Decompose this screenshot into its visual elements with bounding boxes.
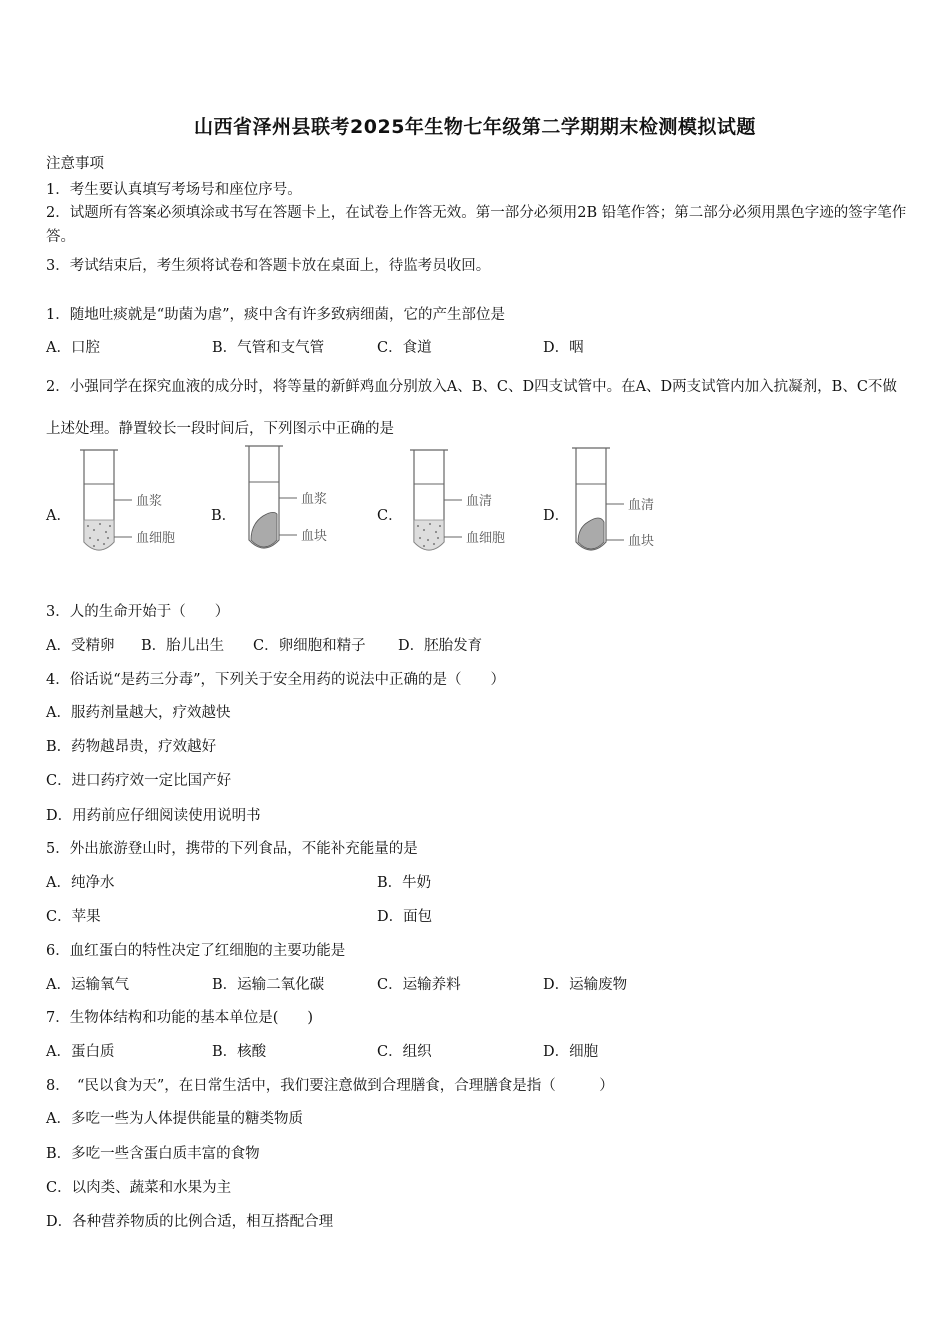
page-title: 山西省泽州县联考2025年生物七年级第二学期期末检测模拟试题 xyxy=(194,116,756,138)
test-tube-figure-d xyxy=(564,442,689,564)
option[interactable]: D．各种营养物质的比例合适，相互搭配合理 xyxy=(46,1214,334,1230)
option[interactable]: D．咽 xyxy=(543,340,584,356)
lower-layer-label: 血块 xyxy=(628,534,655,549)
question-stem: 1．随地吐痰就是“助菌为虐”，痰中含有许多致病细菌，它的产生部位是 xyxy=(46,307,506,323)
option[interactable]: D．细胞 xyxy=(543,1044,599,1060)
question-stem: 5．外出旅游登山时，携带的下列食品，不能补充能量的是 xyxy=(46,841,418,857)
test-tube-figure-b xyxy=(237,440,362,564)
option[interactable]: A．蛋白质 xyxy=(46,1044,115,1060)
option[interactable]: D．胚胎发育 xyxy=(398,638,483,654)
notice-heading: 注意事项 xyxy=(46,156,104,172)
option[interactable]: D．用药前应仔细阅读使用说明书 xyxy=(46,808,261,824)
option[interactable]: C．运输养料 xyxy=(377,977,461,993)
notice-item: 3．考试结束后，考生须将试卷和答题卡放在桌面上，待监考员收回。 xyxy=(46,258,491,274)
lower-layer-label: 血块 xyxy=(301,529,328,544)
option[interactable]: B．核酸 xyxy=(212,1044,267,1060)
question-stem: 2．小强同学在探究血液的成分时，将等量的新鲜鸡血分别放入A、B、C、D四支试管中。在A、D两支试管内加入抗凝剂，B、C不做上述处理。静置较长一段时间后，下列图示中正确的是 xyxy=(46,379,897,437)
lower-layer-label: 血细胞 xyxy=(466,531,506,546)
question-stem: 4．俗话说“是药三分毒”，下列关于安全用药的说法中正确的是（ ） xyxy=(46,672,506,688)
option[interactable]: C．食道 xyxy=(377,340,432,356)
option[interactable]: C．卵细胞和精子 xyxy=(253,638,366,654)
option[interactable]: B．气管和支气管 xyxy=(212,340,325,356)
test-tube-figure-a xyxy=(72,444,197,564)
option[interactable]: A．纯净水 xyxy=(46,875,115,891)
option[interactable]: C．苹果 xyxy=(46,909,101,925)
notice-item: 1．考生要认真填写考场号和座位序号。 xyxy=(46,182,302,198)
question-stem: 3．人的生命开始于（ ） xyxy=(46,604,230,620)
figure-option-letter[interactable]: A． xyxy=(46,508,71,524)
question-stem: 8． “民以食为天”，在日常生活中，我们要注意做到合理膳食，合理膳食是指（ ） xyxy=(46,1078,614,1094)
option[interactable]: B．运输二氧化碳 xyxy=(212,977,325,993)
question-stem: 6．血红蛋白的特性决定了红细胞的主要功能是 xyxy=(46,943,346,959)
option[interactable]: D．运输废物 xyxy=(543,977,628,993)
option[interactable]: C．进口药疗效一定比国产好 xyxy=(46,773,232,789)
option[interactable]: B．多吃一些含蛋白质丰富的食物 xyxy=(46,1146,260,1162)
option[interactable]: A．口腔 xyxy=(46,340,100,356)
upper-layer-label: 血清 xyxy=(466,494,493,509)
question-stem: 7．生物体结构和功能的基本单位是( ) xyxy=(46,1010,314,1026)
figure-option-letter[interactable]: B． xyxy=(211,508,237,524)
option[interactable]: A．多吃一些为人体提供能量的糖类物质 xyxy=(46,1111,303,1127)
option[interactable]: D．面包 xyxy=(377,909,433,925)
option[interactable]: A．运输氧气 xyxy=(46,977,129,993)
upper-layer-label: 血清 xyxy=(628,498,655,513)
option[interactable]: A．服药剂量越大，疗效越快 xyxy=(46,705,231,721)
upper-layer-label: 血浆 xyxy=(136,494,163,509)
figure-option-letter[interactable]: C． xyxy=(377,508,403,524)
option[interactable]: B．药物越昂贵，疗效越好 xyxy=(46,739,217,755)
option[interactable]: A．受精卵 xyxy=(46,638,115,654)
option[interactable]: C．组织 xyxy=(377,1044,432,1060)
figure-option-letter[interactable]: D． xyxy=(543,508,570,524)
notice-item: 2．试题所有答案必须填涂或书写在答题卡上，在试卷上作答无效。第一部分必须用2B 铅笔作答；第二部分必须用黑色字迹的签字笔作答。 xyxy=(46,205,907,245)
option[interactable]: B．胎儿出生 xyxy=(141,638,225,654)
option[interactable]: B．牛奶 xyxy=(377,875,432,891)
test-tube-figure-c xyxy=(402,444,527,564)
lower-layer-label: 血细胞 xyxy=(136,531,176,546)
upper-layer-label: 血浆 xyxy=(301,492,328,507)
option[interactable]: C．以肉类、蔬菜和水果为主 xyxy=(46,1180,232,1196)
